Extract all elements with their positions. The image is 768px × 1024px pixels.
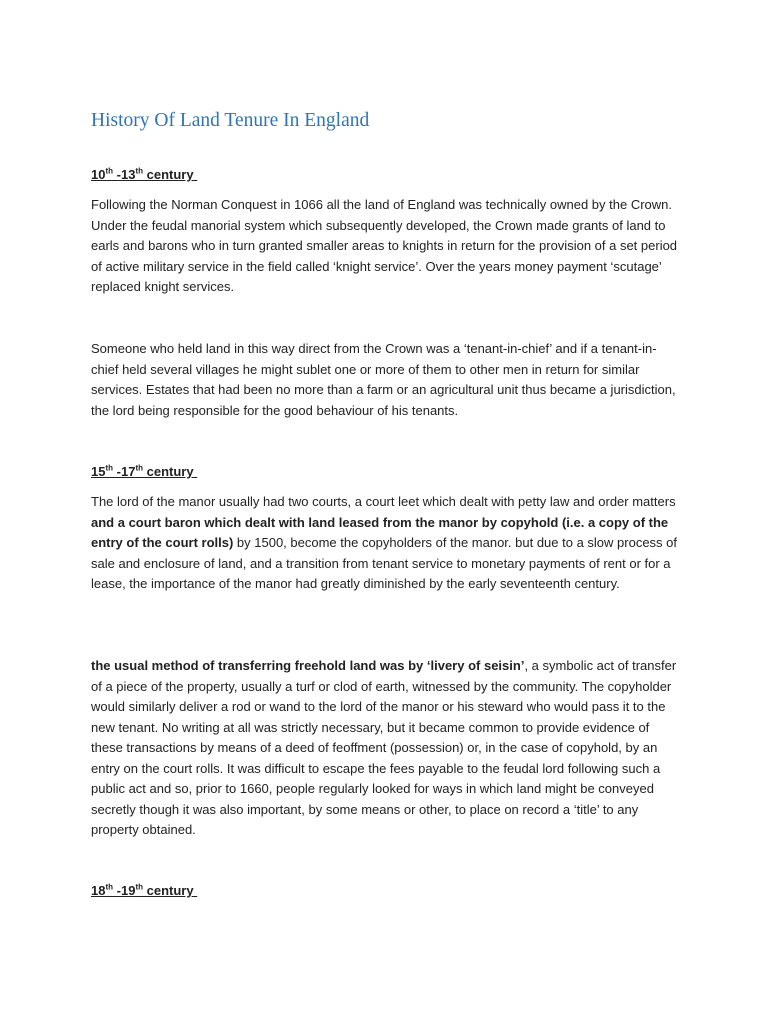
paragraph-text: , a symbolic act of transfer of a piece of the property, usually a turf or clod of earth, witnessed by the community. The copyholder would similarly deliver a rod or wand to the lord of the manor or his steward who would pass it to the new tenant. No writing at all was strictly necessary, but it became common to provide evidence of these transactions by means of a deed of feoffment (possession) or, in the case of copyhold, by an entry on the court rolls. It was difficult to escape the fees payable to the feudal lord following such a public act and so, prior to 1660, people regularly looked for ways in which land might be conveyed secretly though it was also important, by some means or other, to place on record a ‘title’ to any property obtained. xyxy=(91,658,677,837)
heading-rest: century xyxy=(143,167,198,182)
heading-from: 15 xyxy=(91,464,106,479)
heading-from-suffix: th xyxy=(105,882,114,892)
paragraph-tenant-in-chief: Someone who held land in this way direct from the Crown was a ‘tenant-in-chief’ and if a tenant-in-chief held several villages he might sublet one or more of them to other men in return for similar services. Estates that had been no more than a farm or an agricultural unit thus became a jurisdiction, the lord being responsible for the good behaviour of his tenants. xyxy=(91,341,676,418)
paragraph-text: by 1500, become the copyholders of the manor. but due to a slow process of sale and enclosure of land, and a transition from tenant service to monetary payments of rent or for a lease, the importance of the manor had greatly diminished by the early seventeenth century. xyxy=(91,535,678,591)
heading-to: 17 xyxy=(120,464,136,479)
heading-from-suffix: th xyxy=(105,166,114,176)
heading-from-suffix: th xyxy=(105,463,114,473)
document-title: History Of Land Tenure In England xyxy=(91,110,370,131)
heading-to-suffix: th xyxy=(135,463,144,473)
heading-separator: - xyxy=(113,167,121,182)
heading-rest: century xyxy=(143,883,198,898)
heading-to: 13 xyxy=(120,167,136,182)
section-heading-18th-19th-century xyxy=(91,883,197,898)
heading-to-suffix: th xyxy=(135,166,144,176)
heading-from: 18 xyxy=(91,883,106,898)
paragraph-bold-text: the usual method of transferring freehold land was by ‘livery of seisin’ xyxy=(91,658,525,673)
heading-separator: - xyxy=(113,464,121,479)
section-heading-10th-13th-century xyxy=(91,167,197,182)
heading-from: 10 xyxy=(91,167,106,182)
paragraph-text: The lord of the manor usually had two courts, a court leet which dealt with petty law and order matters xyxy=(91,494,676,509)
paragraph-manor-courts xyxy=(91,492,681,595)
heading-to-suffix: th xyxy=(135,882,144,892)
paragraph-norman-conquest: Following the Norman Conquest in 1066 all the land of England was technically owned by the Crown. Under the feudal manorial system which subsequently developed, the Crown made grants of land to earls and barons who in turn granted smaller areas to knights in return for the provision of a set period of active military service in the field called ‘knight service’. Over the years money payment ‘scutage’ replaced knight services. xyxy=(91,197,678,294)
section-heading-15th-17th-century xyxy=(91,464,197,479)
heading-separator: - xyxy=(113,883,121,898)
paragraph-livery-of-seisin xyxy=(91,656,681,841)
paragraph-bold-text: and a court baron which dealt with land leased from the manor by copyhold (i.e. a copy of the entry of the court rolls) xyxy=(91,514,669,550)
heading-rest: century xyxy=(143,464,198,479)
heading-to: 19 xyxy=(120,883,136,898)
